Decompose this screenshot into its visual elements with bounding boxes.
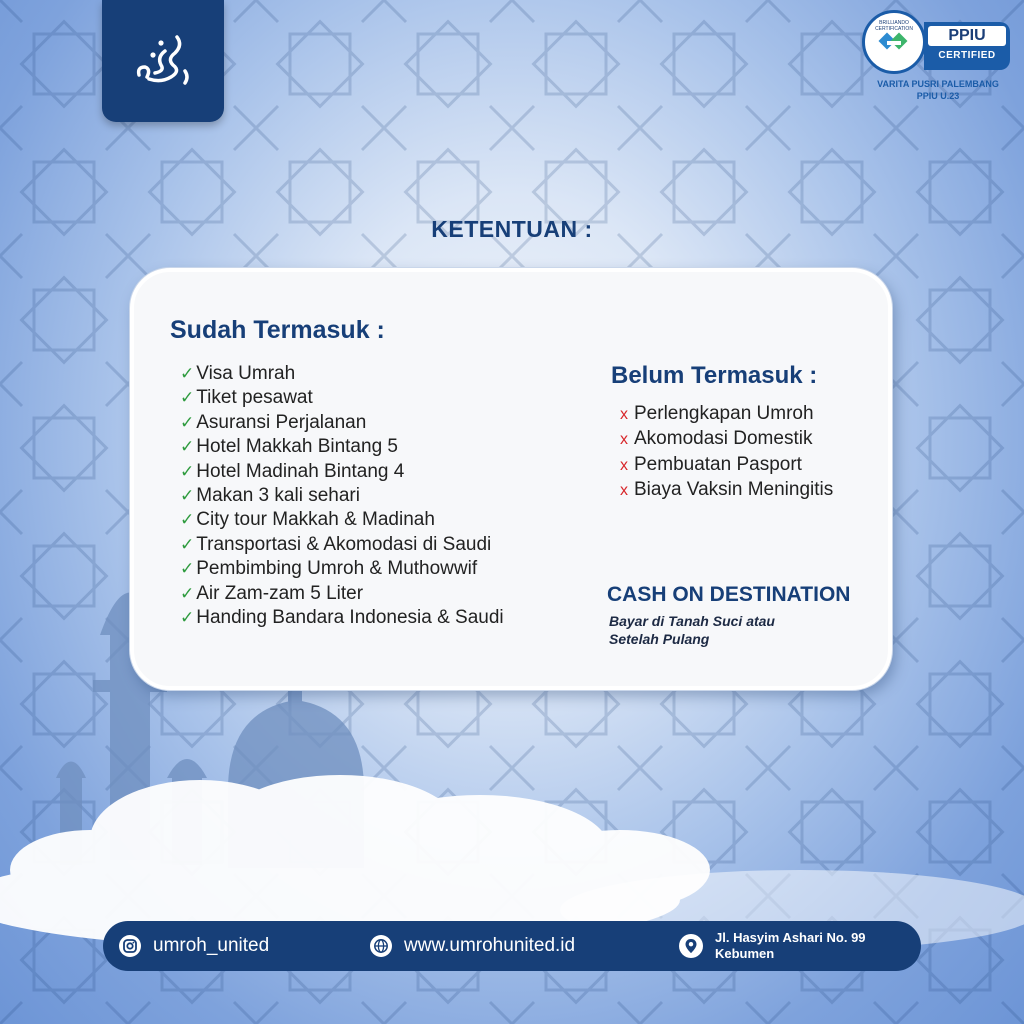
- instagram-handle: umroh_united: [153, 935, 270, 956]
- list-item: [180, 508, 504, 532]
- check-icon: ✓: [180, 486, 195, 506]
- page-heading: KETENTUAN :: [431, 216, 593, 242]
- instagram-icon: [119, 935, 141, 957]
- check-icon: ✓: [180, 461, 195, 481]
- list-item: [180, 557, 504, 581]
- list-item: [180, 460, 504, 484]
- badge-subtitle-line1: VARITA PUSRI PALEMBANG: [877, 79, 999, 89]
- globe-icon: [370, 935, 392, 957]
- list-item-label: Makan 3 kali sehari: [196, 485, 360, 507]
- list-item: [620, 453, 833, 478]
- included-title: Sudah Termasuk :: [170, 316, 385, 344]
- list-item-label: Hotel Makkah Bintang 5: [196, 436, 398, 458]
- address-line2: Kebumen: [715, 946, 775, 961]
- list-item: [180, 362, 504, 386]
- cod-subtitle: [609, 612, 829, 648]
- badge-subtitle-line2: PPIU U.23: [916, 91, 960, 101]
- excluded-title: Belum Termasuk :: [611, 362, 818, 389]
- badge-certified-text: CERTIFIED: [938, 50, 996, 61]
- list-item-label: Hotel Madinah Bintang 4: [196, 460, 405, 482]
- check-icon: ✓: [180, 583, 195, 603]
- check-icon: ✓: [180, 559, 195, 579]
- badge-ppiu-text: PPIU: [928, 26, 1006, 46]
- list-item-label: Biaya Vaksin Meningitis: [634, 479, 834, 501]
- brand-logo-tab: [102, 0, 224, 122]
- address-text: [715, 930, 866, 962]
- list-item-label: City tour Makkah & Madinah: [196, 509, 435, 531]
- address-line1: Jl. Hasyim Ashari No. 99: [715, 930, 866, 945]
- check-icon: ✓: [180, 510, 195, 530]
- list-item: [180, 435, 504, 459]
- list-item-label: Air Zam-zam 5 Liter: [196, 582, 364, 604]
- check-icon: ✓: [180, 388, 195, 408]
- list-item-label: Visa Umrah: [196, 363, 296, 384]
- list-item-label: Perlengkapan Umroh: [634, 403, 814, 424]
- cross-icon: x: [620, 406, 628, 423]
- cod-title: CASH ON DESTINATION: [607, 583, 851, 606]
- check-icon: ✓: [180, 437, 195, 457]
- badge-ring-text: BRILLIANDO CERTIFICATION: [875, 20, 913, 32]
- list-item-label: Handing Bandara Indonesia & Saudi: [196, 607, 504, 629]
- cross-icon: x: [620, 482, 628, 500]
- check-icon: ✓: [180, 534, 195, 554]
- list-item-label: Pembimbing Umroh & Muthowwif: [196, 558, 478, 580]
- ppiu-certified-badge: [862, 10, 1012, 105]
- check-icon: ✓: [180, 364, 195, 383]
- list-item: [180, 606, 504, 630]
- list-item: [180, 484, 504, 508]
- included-list: [180, 362, 504, 630]
- list-item: [620, 402, 833, 427]
- list-item: [620, 427, 833, 452]
- list-item-label: Pembuatan Pasport: [634, 453, 802, 475]
- check-icon: ✓: [180, 608, 195, 628]
- website-link[interactable]: [370, 921, 575, 971]
- badge-subtitle: [868, 78, 1008, 102]
- list-item: [180, 533, 504, 557]
- address: [679, 921, 866, 971]
- cod-subtitle-line2: Setelah Pulang: [609, 631, 710, 647]
- arabic-calligraphy-logo: [131, 31, 195, 91]
- check-icon: ✓: [180, 412, 195, 432]
- list-item: [180, 582, 504, 606]
- list-item: [180, 386, 504, 410]
- website-url: www.umrohunited.id: [404, 935, 576, 956]
- list-item-label: Tiket pesawat: [196, 387, 313, 409]
- list-item: [620, 478, 833, 503]
- instagram-link[interactable]: [119, 921, 269, 971]
- location-pin-icon: [679, 934, 703, 958]
- cross-icon: x: [620, 456, 628, 474]
- badge-ppiu-label: [924, 22, 1010, 70]
- list-item: [180, 411, 504, 435]
- cross-icon: x: [620, 431, 628, 449]
- cod-subtitle-line1: Bayar di Tanah Suci atau: [609, 613, 775, 629]
- list-item-label: Akomodasi Domestik: [634, 428, 813, 450]
- list-item-label: Transportasi & Akomodasi di Saudi: [196, 533, 492, 555]
- contact-footer: [103, 921, 921, 971]
- excluded-list: [620, 402, 833, 504]
- list-item-label: Asuransi Perjalanan: [196, 411, 367, 433]
